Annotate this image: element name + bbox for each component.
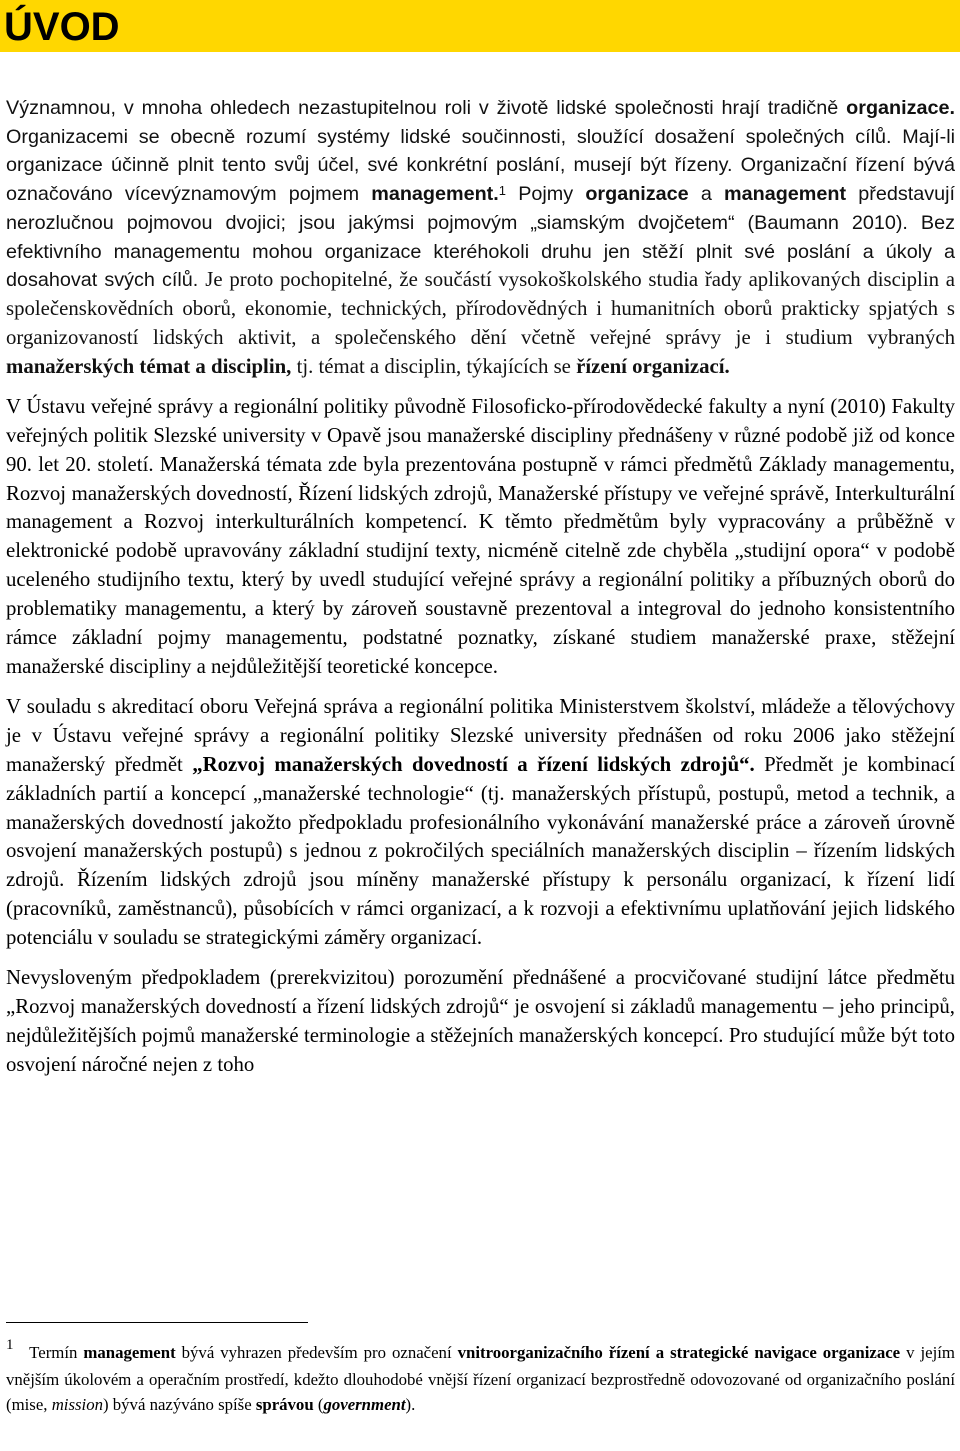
paragraph-prerequisite: Nevysloveným předpokladem (prerekvizitou) porozumění přednášené a procvičované studijní látce předmětu „Rozvoj manažerských dovedností a řízení lidských zdrojů“ je osvojení si základů managementu – jeho principů, nejdůležitějších pojmů manažerské terminologie a stěžejních manažerských koncepcí. Pro studující může být toto osvojení náročné nejen z toho [6,966,955,1076]
heading-band [0,0,960,52]
footnote-ref[interactable]: 1 [498,183,507,199]
paragraph-institute: V Ústavu veřejné správy a regionální politiky původně Filosoficko-přírodovědecké fakulty a nyní (2010) Fakulty veřejných politik Slezské university v Opavě jsou manažerské discipliny přednášeny v různé podobě již od konce 90. let 20. století. Manažerská témata zde byla prezentována postupně v rámci předmětů Základy managementu, Rozvoj manažerských dovedností, Řízení lidských zdrojů, Manažerské přístupy ve veřejné správě, Interkulturální management a Rozvoj interkulturálních kompetencí. K těmto předmětům byly vypracovány a průběžně v elektronické podobě upravovány základní studijní texty, nicméně citelně zde chyběla „studijní opora“ v podobě uceleného studijního textu, který by uvedl studující veřejné správy a regionální politiky a příbuzných oborů do problematiky managementu, a který by zároveň soustavně prezentoval a integroval do jednoho konsistentního rámce základní pojmy managementu, podstatné poznatky, získané studiem manažerské praxe, stěžejní manažerské discipliny a nejdůležitější teoretické koncepce. [6,394,955,678]
paragraph-accreditation: V souladu s akreditací oboru Veřejná správa a regionální politika Ministerstvem školství, mládeže a tělovýchovy je v Ústavu veřejné správy a regionální politiky Slezské university přednášen od roku 2006 jako stěžejní manažerský předmět „Rozvoj manažerských dovedností a řízení lidských zdrojů“. Předmět je kombinací základních partií a koncepcí „manažerské technologie“ (tj. manažerských přístupů, postupů, metod a technik, a manažerských dovedností jakožto předpokladu profesionálního vykonávání manažerské práce a zároveň úrovně osvojení manažerských postupů) s jednou z pokročilých speciálních manažerských disciplin – řízením lidských zdrojů. Řízením lidských zdrojů jsou míněny manažerské přístupy k personálu organizací, k řízení lidí (pracovníků, zaměstnanců), působících v rámci organizací, a k rozvoji a efektivnímu uplatňování jejich lidského potenciálu v souladu se strategickými záměry organizací. [6,694,956,950]
footnote-separator [6,1322,308,1323]
footnote: 1 Termín management bývá vyhrazen především pro označení vnitroorganizačního řízení a strategické navigace organizace v jejím vnějším úkolovém a operačním prostředí, kdežto dlouhodobé vnější řízení organizací bezprostředně odovozované od organizačního poslání (mise, mission) bývá nazýváno spíše správou (government). [6,1337,955,1414]
paragraph-intro: Významnou, v mnoha ohledech nezastupitelnou roli v životě lidské společnosti hrají tradičně organizace. Organizacemi se obecně rozumí systémy lidské součinnosti, sloužící dosažení společných cílů. Mají-li organizace účinně plnit tento svůj účel, své konkrétní poslání, musejí být řízeny. Organizační řízení bývá označováno vícevýznamovým pojmem management.$^1$ Pojmy organizace a management představují nerozlučnou pojmovou dvojici; jsou jakýmsi pojmovým „siamským dvojčetem“ (Baumann 2010). Bez efektivního managementu mohou organizace kteréhokoli druhu jen stěží plnit své poslání a úkoly a dosahovat svých cílů. Je proto pochopitelné, že součástí vysokoškolského studia řady aplikovaných disciplin a společenskovědních oborů, ekonomie, technických, přírodovědných i humanitních oborů prakticky spjatých s organizovaností lidských aktivit, a společenského dění včetně veřejné správy je i studium vybraných manažerských témat a disciplin, tj. témat a disciplin, týkajících se řízení organizací. [6,97,955,378]
footnote-number: 1 [6,1337,14,1353]
main-text [6,94,955,1080]
page-heading: ÚVOD [4,5,120,49]
